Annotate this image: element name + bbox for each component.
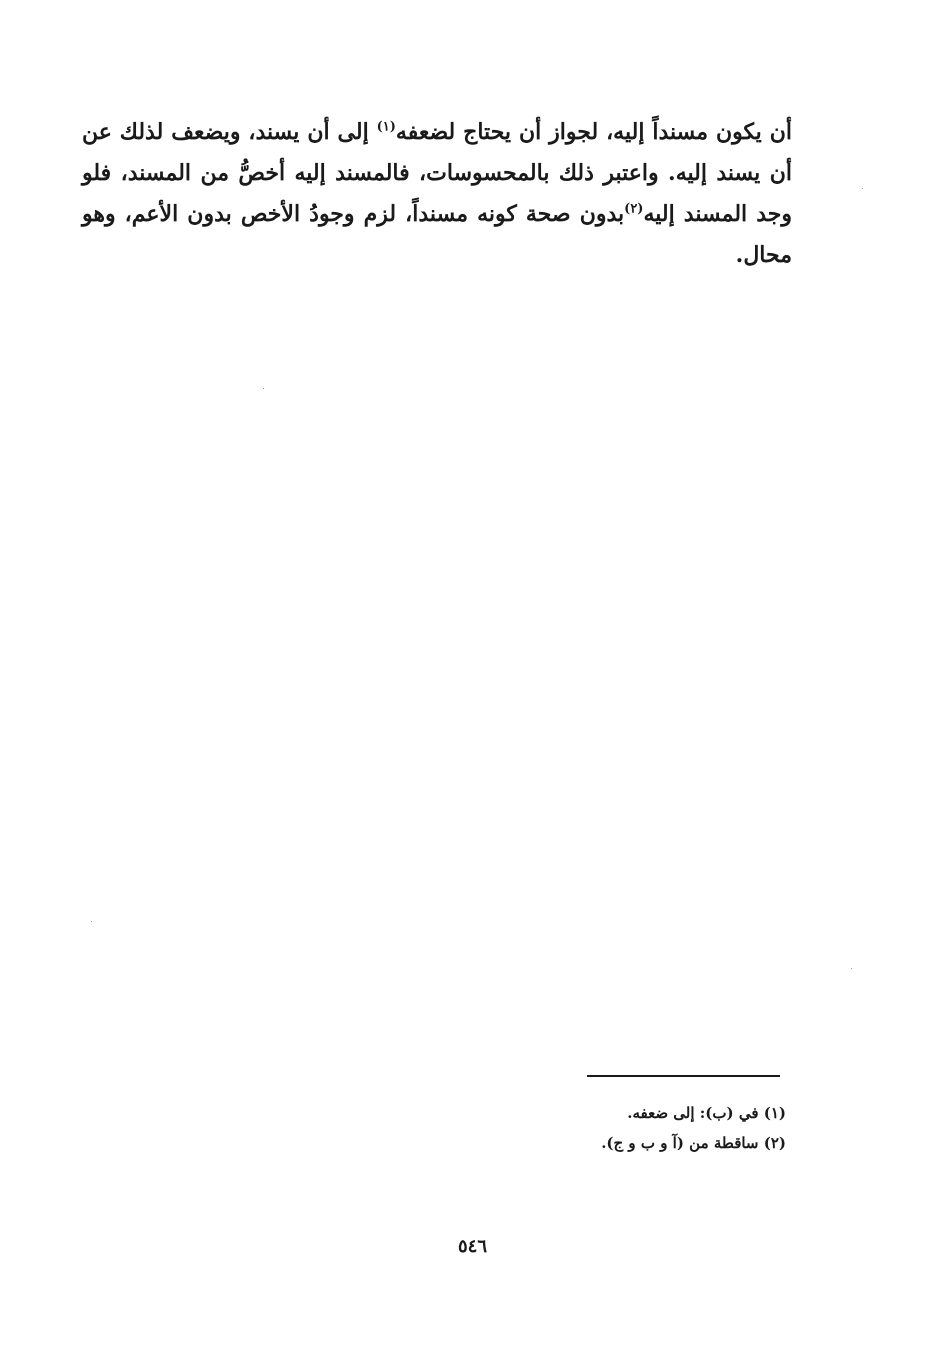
paragraph-part-1: أن يكون مسنداً إليه، لجواز أن يحتاج لضعفه <box>395 119 792 145</box>
scan-speck <box>862 188 863 189</box>
scan-speck <box>91 921 92 922</box>
paragraph-part-3: بدون صحة كونه مسنداً، لزم وجودُ الأخص بدون الأعم، وهو محال. <box>82 201 792 268</box>
footnote-reference-1[interactable]: (١) <box>376 119 396 135</box>
main-paragraph <box>82 112 792 276</box>
paragraph-text <box>82 112 792 276</box>
paragraph-part-2: إلى أن يسند، ويضعف لذلك عن أن يسند إليه. واعتبر ذلك بالمحسوسات، فالمسند إليه أخصُّ من المسند، فلو وجد المسند إليه <box>82 119 793 227</box>
footnote-reference-2[interactable]: (٢) <box>624 201 644 217</box>
footnote-separator <box>587 1075 780 1077</box>
footnote-2: (٢) ساقطة من (آ و ب و ج). <box>601 1134 786 1152</box>
scan-speck <box>851 968 852 969</box>
footnote-1: (١) في (ب): إلى ضعفه. <box>627 1104 786 1122</box>
page-number: ٥٤٦ <box>457 1236 487 1257</box>
scan-speck <box>263 388 264 389</box>
footnotes-section <box>400 1098 786 1158</box>
